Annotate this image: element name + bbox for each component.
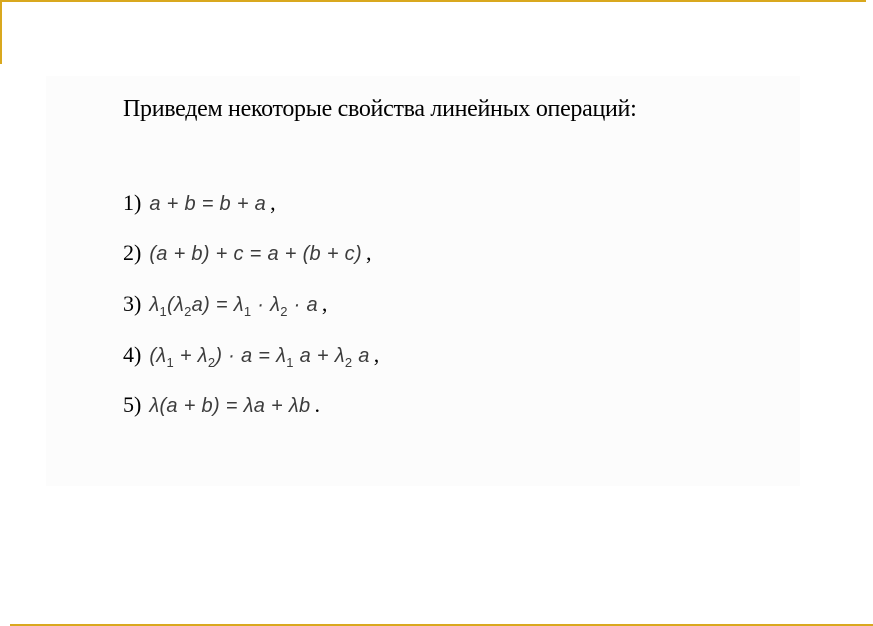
- item-number: 2): [123, 240, 142, 265]
- property-item-2: [123, 238, 371, 268]
- property-item-1: [123, 188, 276, 218]
- top-border-line: [0, 0, 866, 2]
- formula: (a + b) + c = a + (b + c): [149, 243, 362, 265]
- item-number: 4): [123, 342, 142, 367]
- punctuation: ,: [270, 190, 276, 215]
- item-number: 5): [123, 392, 142, 417]
- property-item-4: [123, 340, 379, 370]
- punctuation: ,: [365, 240, 372, 265]
- punctuation: ,: [373, 342, 380, 367]
- slide-heading: Приведем некоторые свойства линейных операций:: [123, 96, 637, 122]
- formula: a + b = b + a: [149, 193, 267, 215]
- item-number: 1): [123, 190, 142, 215]
- property-item-3: [123, 289, 327, 319]
- item-number: 3): [123, 291, 142, 316]
- formula: $(\lambda_1 + \lambda_2) \cdot a = \lambda_1$ $a + \lambda_2$ a: [149, 345, 370, 370]
- content-panel: [46, 76, 800, 486]
- punctuation: .: [314, 392, 320, 417]
- formula: λ(a + b) = λa + λb: [149, 395, 311, 417]
- property-item-5: [123, 390, 320, 420]
- left-border-line: [0, 0, 2, 64]
- punctuation: ,: [321, 291, 328, 316]
- formula: $\lambda_1(\lambda_2a) = \lambda_1 \cdot \lambda_2 \cdot a$: [149, 294, 318, 319]
